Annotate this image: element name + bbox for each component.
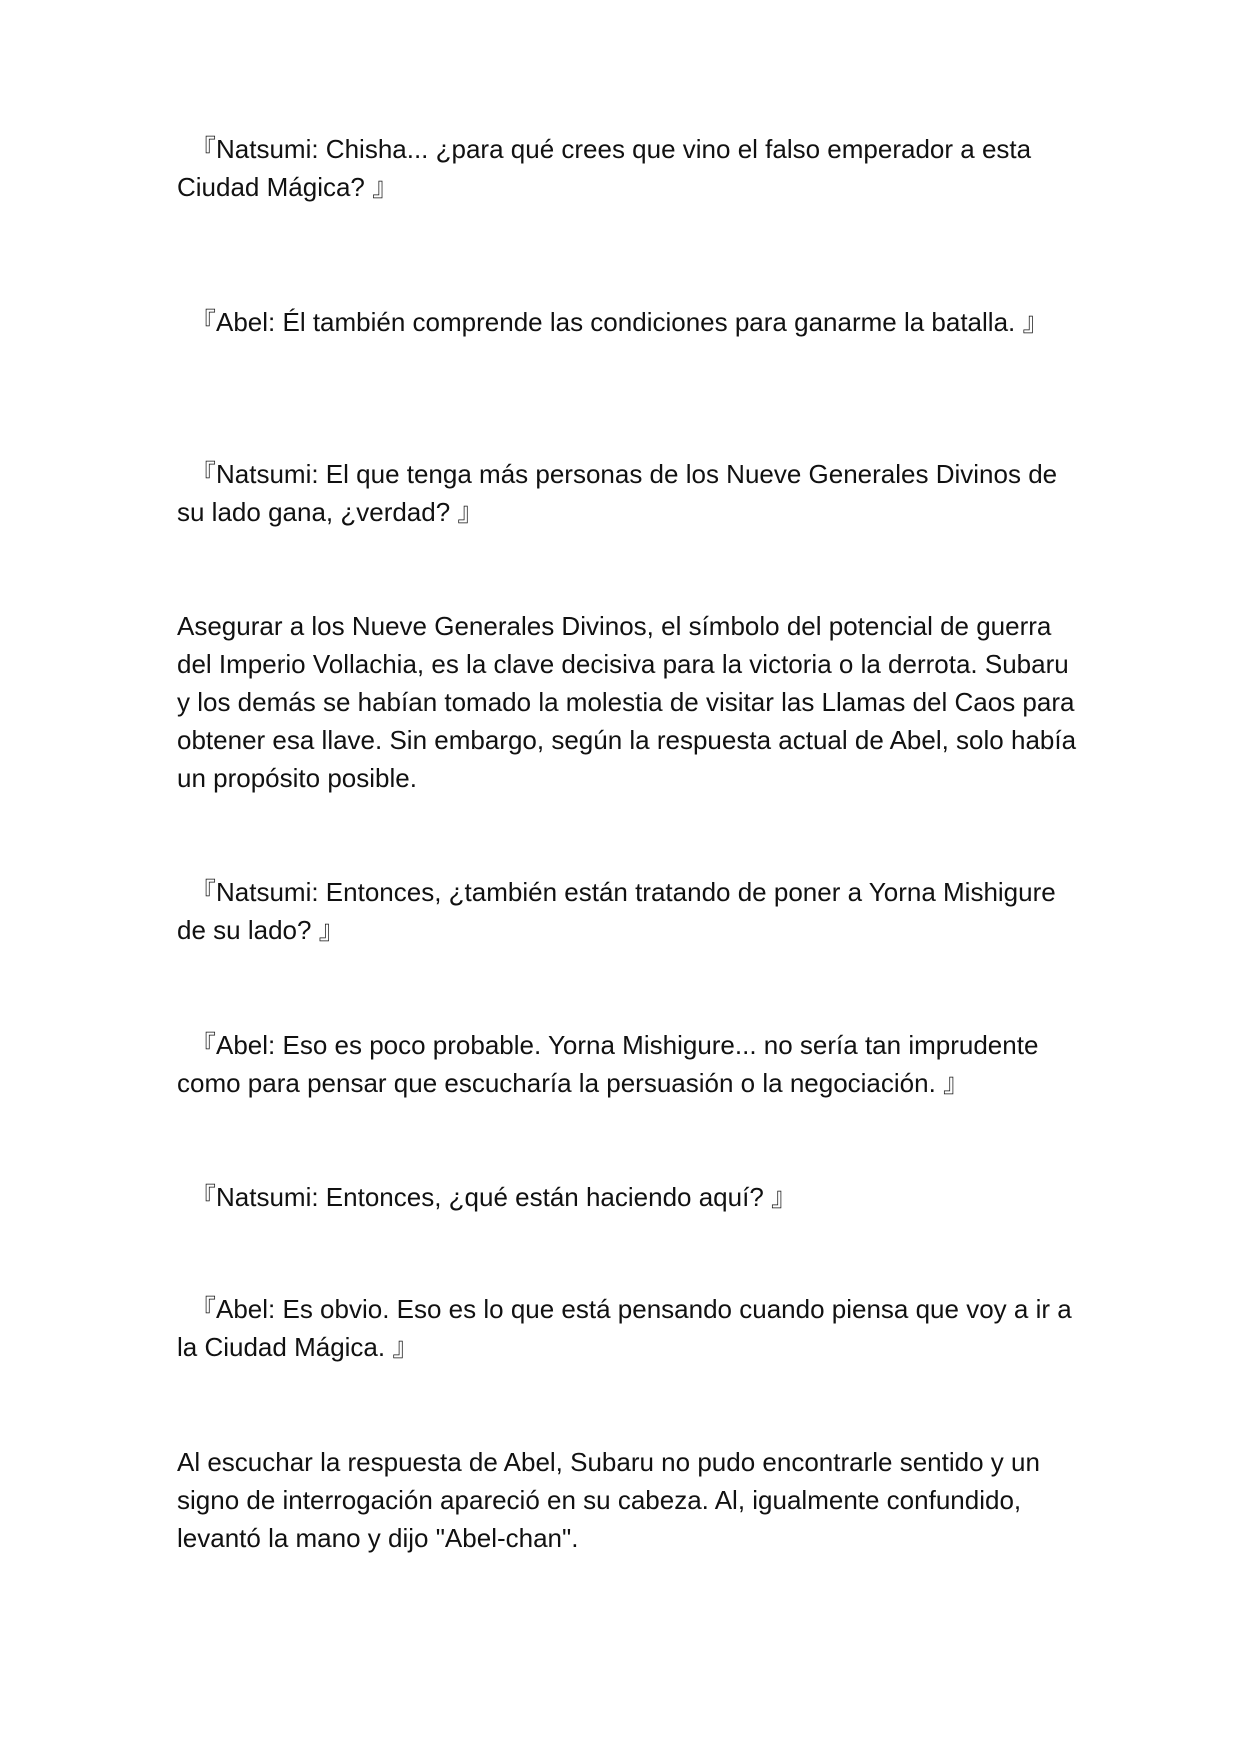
dialogue-natsumi-2: 『Natsumi: El que tenga más personas de los Nueve Generales Divinos de su lado gana, ¿verdad? 』 <box>177 459 1058 527</box>
dialogue-abel-1: 『Abel: Él también comprende las condiciones para ganarme la batalla. 』 <box>177 307 1049 337</box>
dialogue-natsumi-1: 『Natsumi: Chisha... ¿para qué crees que vino el falso emperador a esta Ciudad Mágica? 』 <box>177 134 1032 202</box>
dialogue-natsumi-3: 『Natsumi: Entonces, ¿también están tratando de poner a Yorna Mishigure de su lado? 』 <box>177 877 1056 945</box>
dialogue-abel-2: 『Abel: Eso es poco probable. Yorna Mishigure... no sería tan imprudente como para pensar que escucharía la persuasión o la negociación. 』 <box>177 1030 1039 1098</box>
narration-paragraph-1: Asegurar a los Nueve Generales Divinos, el símbolo del potencial de guerra del Imperio Vollachia, es la clave decisiva para la victoria o la derrota. Subaru y los demás se habían tomado la molestia de visitar las Llamas del Caos para obtener esa llave. Sin embargo, según la respuesta actual de Abel, solo había un propósito posible. <box>177 611 1077 793</box>
narration-paragraph-2: Al escuchar la respuesta de Abel, Subaru no pudo encontrarle sentido y un signo de interrogación apareció en su cabeza. Al, igualmente confundido, levantó la mano y dijo "Abel-chan". <box>177 1447 1040 1553</box>
dialogue-natsumi-4: 『Natsumi: Entonces, ¿qué están haciendo aquí? 』 <box>177 1182 798 1212</box>
dialogue-abel-3: 『Abel: Es obvio. Eso es lo que está pensando cuando piensa que voy a ir a la Ciudad Mágica. 』 <box>177 1294 1072 1362</box>
